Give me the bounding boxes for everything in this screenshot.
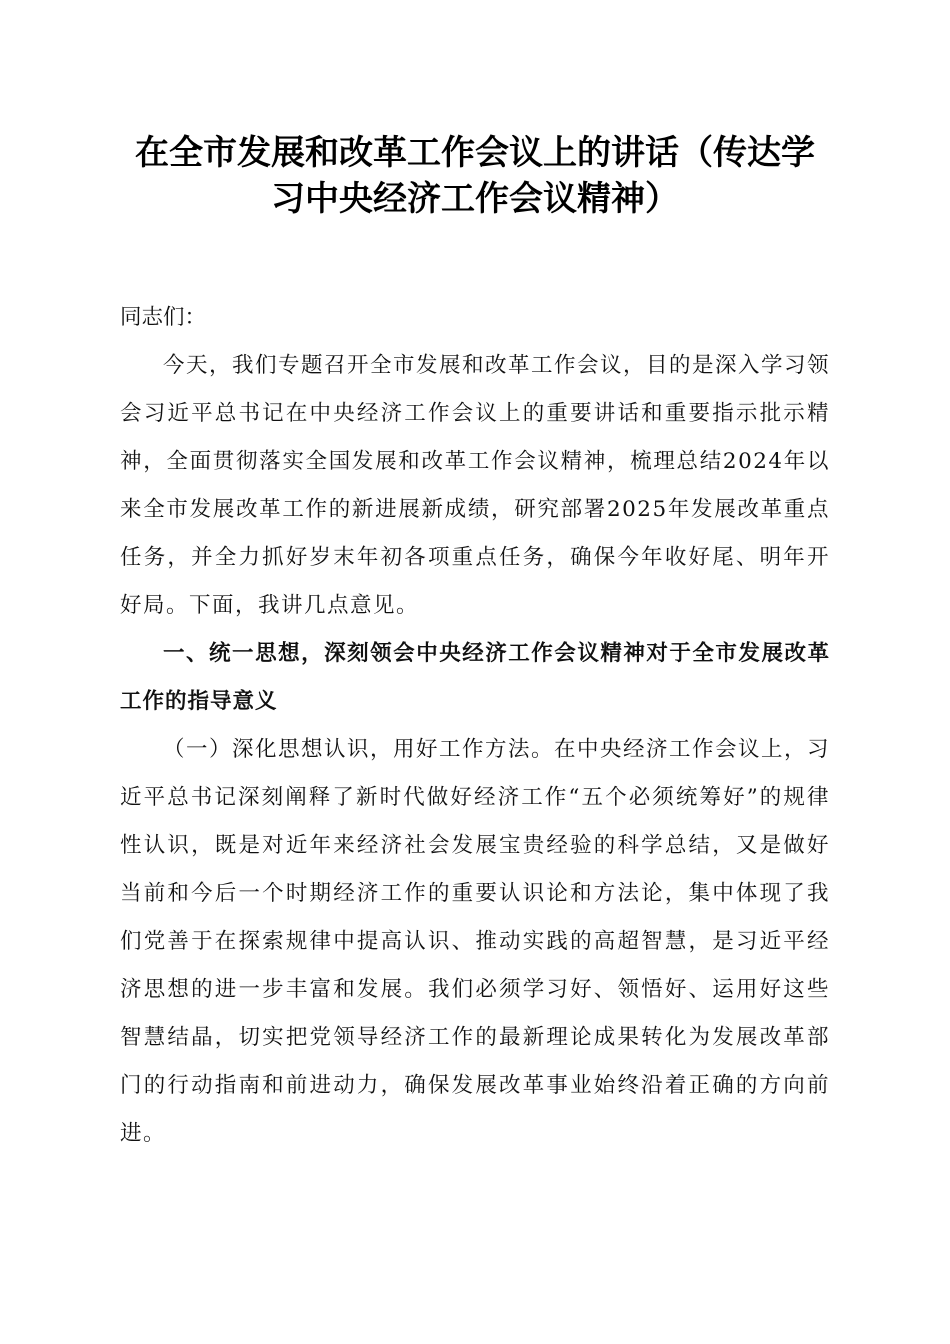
salutation: 同志们： (120, 305, 207, 330)
title-line-1: 在全市发展和改革工作会议上的讲话（传达学 (135, 133, 815, 173)
subsection-paragraph-1: （一）深化思想认识，用好工作方法。在中央经济工作会议上，习近平总书记深刻阐释了新时代做好经济工作“五个必须统筹好”的规律性认识，既是对近年来经济社会发展宝贵经验的科学总结，又是做好当前和今后一个时期经济工作的重要认识论和方法论，集中体现了我们党善于在探索规律中提高认识、推动实践的高超智慧，是习近平经济思想的进一步丰富和发展。我们必须学习好、领悟好、运用好这些智慧结晶，切实把党领导经济工作的最新理论成果转化为发展改革部门的行动指南和前进动力，确保发展改革事业始终沿着正确的方向前进。 (120, 737, 831, 1146)
intro-paragraph: 今天，我们专题召开全市发展和改革工作会议，目的是深入学习领会习近平总书记在中央经济工作会议上的重要讲话和重要指示批示精神，全面贯彻落实全国发展和改革工作会议精神，梳理总结2024年以来全市发展改革工作的新进展新成绩，研究部署2025年发展改革重点任务，并全力抓好岁末年初各项重点任务，确保今年收好尾、明年开好局。下面，我讲几点意见。 (120, 353, 831, 618)
section-heading-1: 一、统一思想，深刻领会中央经济工作会议精神对于全市发展改革工作的指导意义 (120, 641, 830, 714)
document-title (120, 130, 830, 222)
title-line-2: 习中央经济工作会议精神） (271, 179, 679, 219)
